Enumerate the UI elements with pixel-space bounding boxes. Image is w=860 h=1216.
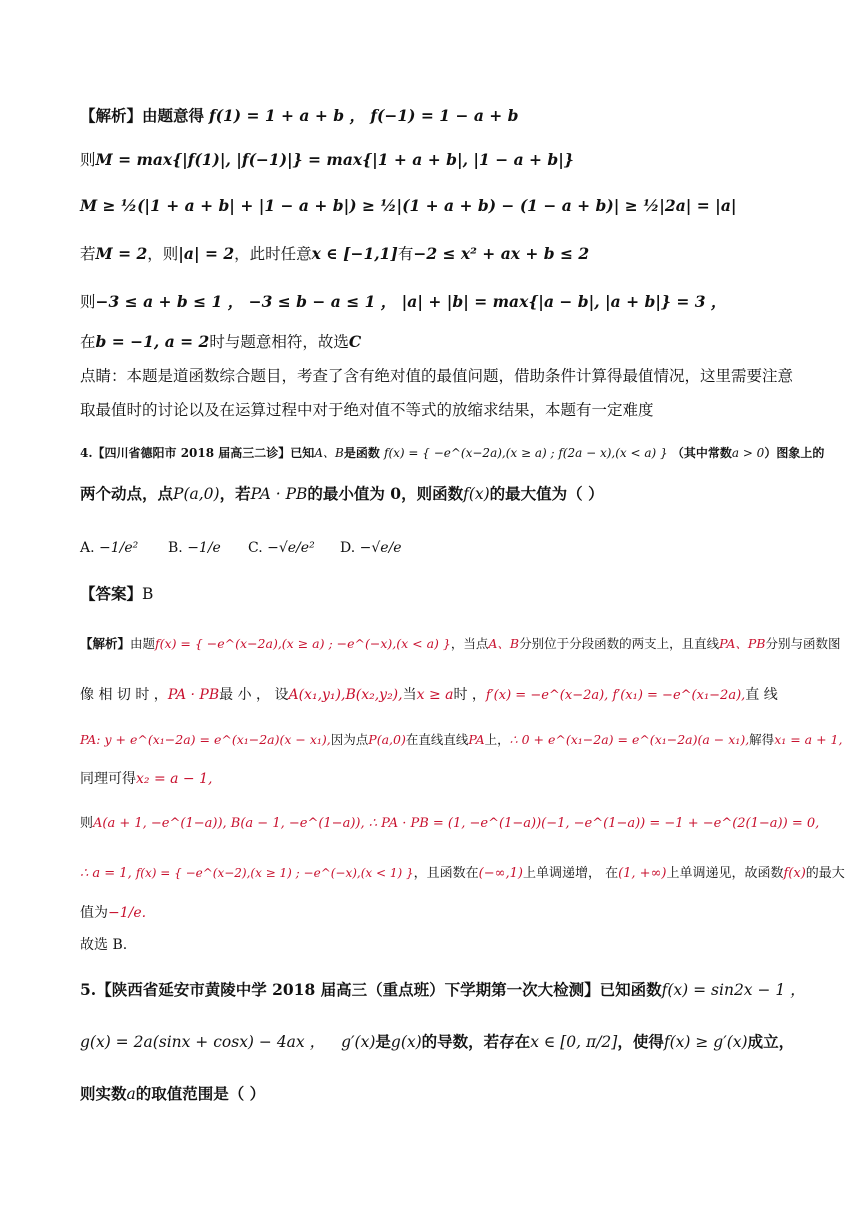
analysis-tag: 【解析】 [80, 636, 131, 651]
sol3-line-1: 【解析】由题意得 f(1) = 1 + a + b ， f(−1) = 1 − a + b [80, 106, 519, 125]
q4-stem-line-2: 两个动点，点P(a,0)，若PA · PB的最小值为 0，则函数f(x)的最大值为（ ） [80, 484, 604, 503]
sol3-line-6: 在b = −1, a = 2时与题意相符，故选C [80, 332, 362, 351]
q5-stem-line-1: 5.【陕西省延安市黄陵中学 2018 届高三（重点班）下学期第一次大检测】已知函数f(x) = sin2x − 1 ， [80, 980, 806, 999]
q4-sol-line-1: 【解析】由题f(x) = { −e^(x−2a),(x ≥ a) ; −e^(−x),(x < a) }，当点A、B分别位于分段函数的两支上，且直线PA、PB分别与函数图 [80, 636, 841, 651]
note-line-1: 点睛：本题是道函数综合题目，考查了含有绝对值的最值问题，借助条件计算得最值情况，这里需要注意 [80, 367, 794, 385]
sol3-line-3 [80, 196, 737, 215]
option-d: D. −√e/e [340, 540, 402, 556]
question-source: 【四川省德阳市 2018 届高三二诊】 [92, 446, 291, 460]
q4-answer: 【答案】B [80, 584, 154, 603]
piecewise-function: f(x) = { −e^(x−2a),(x ≥ a) ; f(2a − x),(x < a) } [384, 446, 668, 460]
sol3-line-5: 则−3 ≤ a + b ≤ 1 ， −3 ≤ b − a ≤ 1 ， |a| + |b| = max{|a − b|, |a + b|} = 3 ， [80, 292, 727, 311]
option-c: C. −√e/e² [248, 540, 315, 556]
note-line-2: 取最值时的讨论以及在运算过程中对于绝对值不等式的放缩求结果，本题有一定难度 [80, 401, 654, 419]
q4-sol-line-3: PA: y + e^(x₁−2a) = e^(x₁−2a)(x − x₁),因为点P(a,0)在直线直线PA上，∴ 0 + e^(x₁−2a) = e^(x₁−2a)(a − x₁),解得x₁ = a + 1, [80, 732, 843, 747]
analysis-tag: 【解析】 [80, 106, 143, 125]
math-expr: −3 ≤ a + b ≤ 1 ， −3 ≤ b − a ≤ 1 ， |a| + |b| = max{|a − b|, |a + b|} = 3 ， [95, 292, 727, 311]
q4-sol-line-4: 同理可得x₂ = a − 1, [80, 771, 213, 787]
sol3-line-2: 则M = max{|f(1)|, |f(−1)|} = max{|1 + a + b|, |1 − a + b|} [80, 150, 574, 169]
q4-sol-line-6: ∴ a = 1, f(x) = { −e^(x−2),(x ≥ 1) ; −e^(−x),(x < 1) }，且函数在(−∞,1)上单调递增， 在(1, +∞)上单调递见，故函数f(x)的最大 [80, 866, 845, 881]
q4-sol-line-2: 像 相 切 时 ，PA · PB最 小 ， 设A(x₁,y₁),B(x₂,y₂),当x ≥ a时 ，f′(x) = −e^(x−2a), f′(x₁) = −e^(x₁−2a),直 线 [80, 687, 778, 703]
q4-sol-line-5: 则A(a + 1, −e^(1−a)), B(a − 1, −e^(1−a)), ∴ PA · PB = (1, −e^(1−a))(−1, −e^(1−a)) = −1 + −e^(2(1−a)) = 0, [80, 816, 820, 831]
sol3-line-4: 若M = 2，则|a| = 2，此时任意x ∈ [−1,1]有−2 ≤ x² + ax + b ≤ 2 [80, 244, 590, 263]
question-number: 5. [80, 980, 97, 999]
question-source: 【陕西省延安市黄陵中学 2018 届高三（重点班）下学期第一次大检测】 [96, 980, 600, 999]
q5-stem-line-3: 则实数a的取值范围是（ ） [80, 1084, 266, 1103]
q4-stem-line-1: 4.【四川省德阳市 2018 届高三二诊】已知A、B是函数 f(x) = { −e^(x−2a),(x ≥ a) ; f(2a − x),(x < a) } （其中常数a > 0）图象上的 [80, 446, 825, 460]
q4-conclusion: 故选 B. [80, 937, 128, 953]
math-expr: f(1) = 1 + a + b ， f(−1) = 1 − a + b [208, 106, 519, 125]
answer-tag: 【答案】 [80, 584, 143, 603]
math-expr: M ≥ ½(|1 + a + b| + |1 − a + b|) ≥ ½|(1 + a + b) − (1 − a + b)| ≥ ½|2a| = |a| [80, 196, 737, 215]
q4-sol-line-7: 值为−1/e. [80, 905, 147, 921]
math-expr: M = max{|f(1)|, |f(−1)|} = max{|1 + a + b|, |1 − a + b|} [95, 150, 574, 169]
q5-stem-line-2: g(x) = 2a(sinx + cosx) − 4ax ， g′(x)是g(x)的导数，若存在x ∈ [0, π/2]，使得f(x) ≥ g′(x)成立， [80, 1032, 795, 1051]
option-b: B. −1/e [168, 540, 221, 556]
question-number: 4. [80, 446, 93, 460]
option-a: A. −1/e² [80, 540, 139, 556]
